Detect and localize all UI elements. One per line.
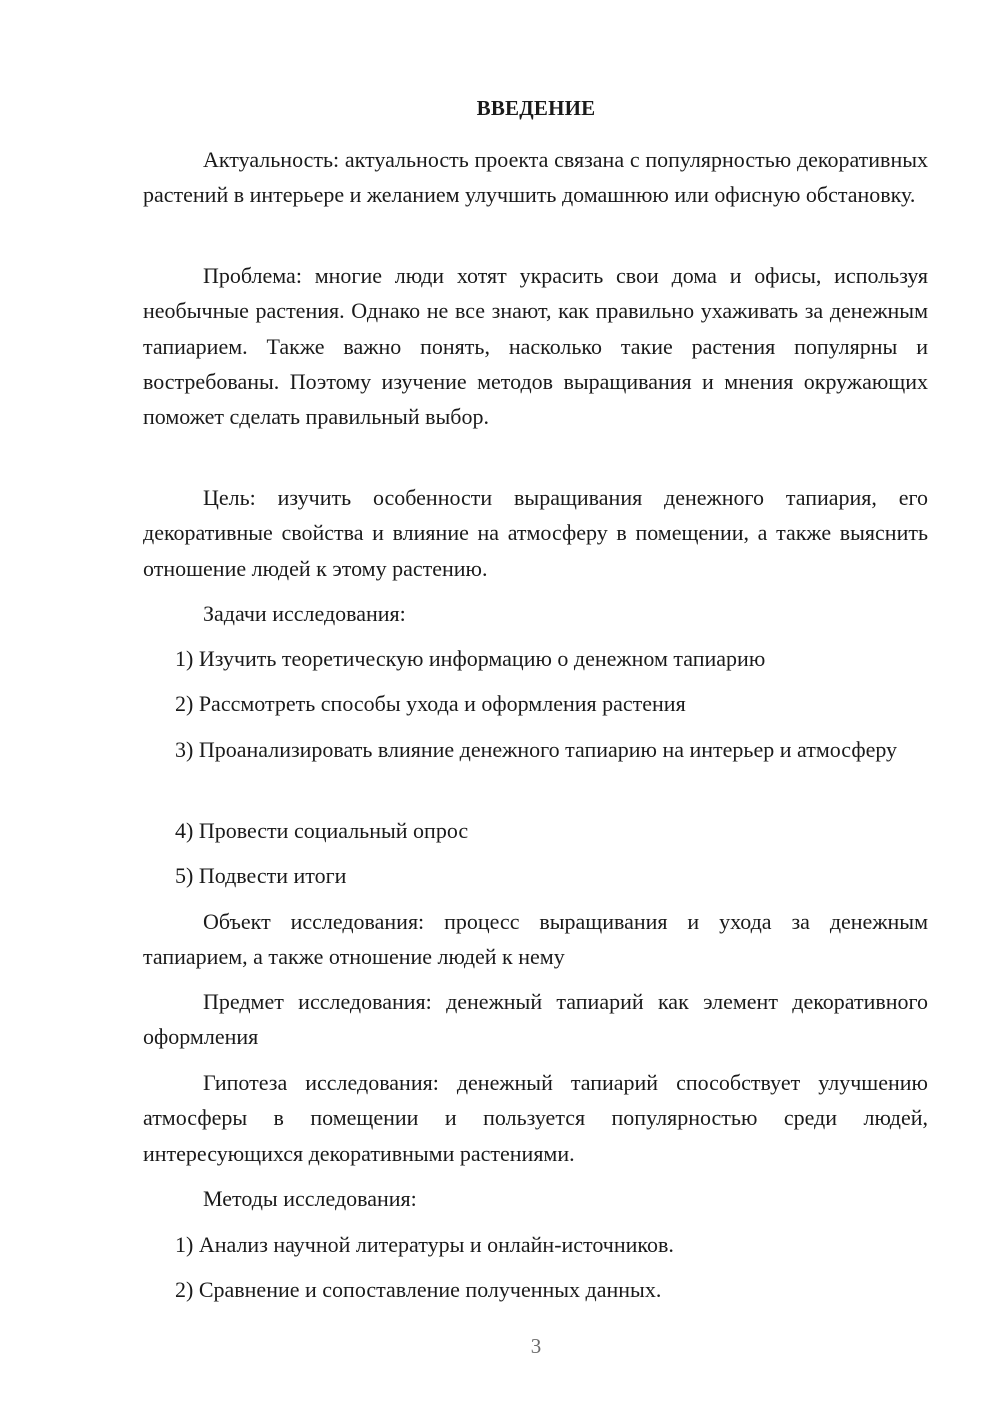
methods-heading: Методы исследования: [203,1186,417,1211]
task-item-4: 4) Провести социальный опрос [175,818,469,843]
task-item-2: 2) Рассмотреть способы ухода и оформления растения [175,691,686,716]
task-item-5: 5) Подвести итоги [175,863,347,888]
task-item-1: 1) Изучить теоретическую информацию о денежном тапиарию [175,646,766,671]
problem-paragraph: Проблема: многие люди хотят украсить свои дома и офисы, используя необычные растения. Однако не все знают, как правильно ухаживать за денежным тапиарием. Также важно понять, насколько такие растения популярны и востребованы. Поэтому изучение методов выращивания и мнения окружающих поможет сделать правильный выбор. [143,263,928,430]
section-title: ВВЕДЕНИЕ [476,96,596,120]
hypothesis-paragraph: Гипотеза исследования: денежный тапиарий способствует улучшению атмосферы в помещении и пользуется популярностью среди людей, интересующихся декоративными растениями. [143,1070,928,1166]
method-item-2: 2) Сравнение и сопоставление полученных данных. [175,1277,662,1302]
page-number: 3 [530,1334,542,1358]
goal-paragraph: Цель: изучить особенности выращивания денежного тапиария, его декоративные свойства и влияние на атмосферу в помещении, а также выяснить отношение людей к этому растению. [143,485,928,581]
tasks-heading: Задачи исследования: [203,601,406,626]
subject-paragraph: Предмет исследования: денежный тапиарий как элемент декоративного оформления [143,989,928,1050]
object-paragraph: Объект исследования: процесс выращивания и ухода за денежным тапиарием, а также отношение людей к нему [143,909,928,970]
method-item-1: 1) Анализ научной литературы и онлайн-источников. [175,1232,674,1257]
task-item-3: 3) Проанализировать влияние денежного тапиарию на интерьер и атмосферу [175,737,898,762]
relevance-paragraph: Актуальность: актуальность проекта связана с популярностью декоративных растений в интерьере и желанием улучшить домашнюю или офисную обстановку. [143,147,928,208]
